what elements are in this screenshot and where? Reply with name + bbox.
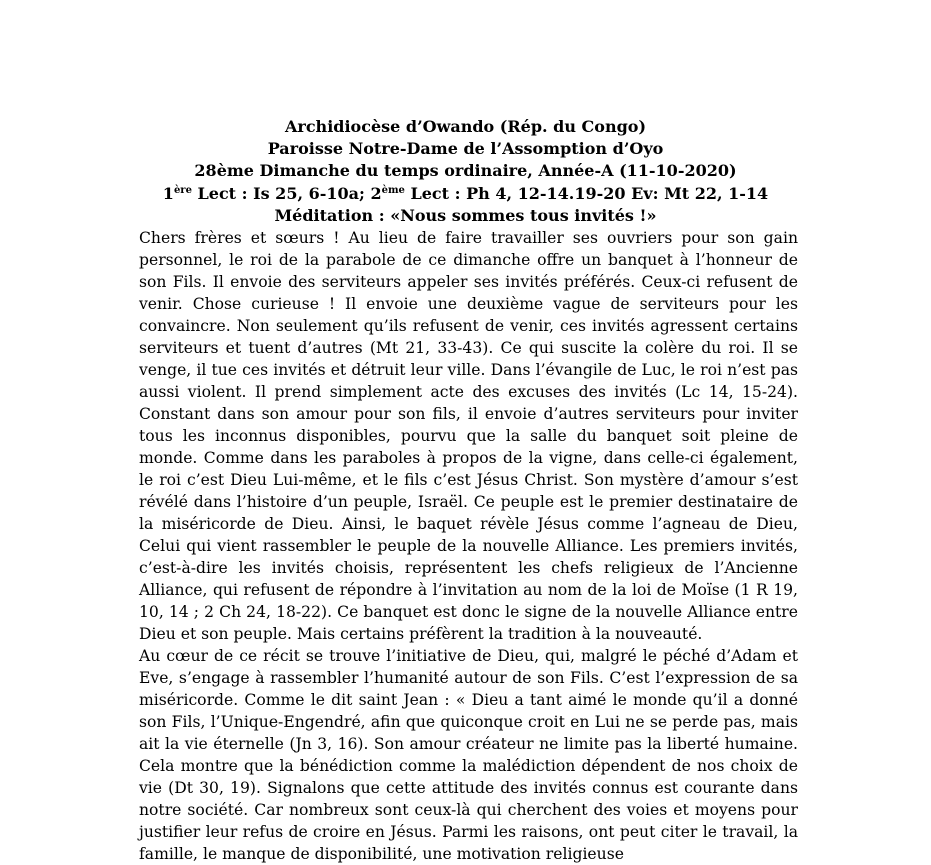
meditation-title: Méditation : «Nous sommes tous invités !» — [274, 205, 657, 225]
first-reading-number: 1 — [162, 183, 174, 203]
second-reading-superscript: ème — [381, 184, 405, 196]
readings-line — [0, 183, 931, 205]
first-reading-text: Lect : Is 25, 6-10a; — [191, 183, 371, 203]
second-reading-text: Lect : Ph 4, 12-14.19-20 Ev: Mt 22, 1-14 — [404, 183, 769, 203]
paragraph: Au cœur de ce récit se trouve l’initiative de Dieu, qui, malgré le péché d’Adam et Eve, s’engage à rassembler l’humanité autour de son Fils. C’est l’expression de sa miséricorde. Comme le dit saint Jean : « Dieu a tant aimé le monde qu’il a donné son Fils, l’Unique-Engendré, afin que quiconque croit en Lui ne se perde pas, mais ait la vie éternelle (Jn 3, 16). Son amour créateur ne limite pas la liberté humaine. Cela montre que la bénédiction comme la malédiction dépendent de nos choix de vie (Dt 30, 19). Signalons que cette attitude des invités connus est courante dans notre société. Car nombreux sont ceux-là qui cherchent des voies et moyens pour justifier leur refus de croire en Jésus. Parmi les raisons, ont peut citer le travail, la famille, le manque de disponibilité, une motivation religieuse — [139, 647, 798, 863]
document-body — [139, 227, 798, 865]
second-reading-number: 2 — [370, 183, 382, 203]
paragraph: Chers frères et sœurs ! Au lieu de faire travailler ses ouvriers pour son gain personnel, le roi de la parabole de ce dimanche offre un banquet à l’honneur de son Fils. Il envoie des serviteurs appeler ses invités préférés. Ceux-ci refusent de venir. Chose curieuse ! Il envoie une deuxième vague de serviteurs pour les convaincre. Non seulement qu’ils refusent de venir, ces invités agressent certains serviteurs et tuent d’autres (Mt 21, 33-43). Ce qui suscite la colère du roi. Il se venge, il tue ces invités et détruit leur ville. Dans l’évangile de Luc, le roi n’est pas aussi violent. Il prend simplement acte des excuses des invités (Lc 14, 15-24). Constant dans son amour pour son fils, il envoie d’autres serviteurs pour inviter tous les inconnus disponibles, pourvu que la salle du banquet soit pleine de monde. Comme dans les paraboles à propos de la vigne, dans celle-ci également, le roi c’est Dieu Lui-même, et le fils c’est Jésus Christ. Son mystère d’amour s’est révélé dans l’histoire d’un peuple, Israël. Ce peuple est le premier destinataire de la miséricorde de Dieu. Ainsi, le baquet révèle Jésus comme l’agneau de Dieu, Celui qui vient rassembler le peuple de la nouvelle Alliance. Les premiers invités, c’est-à-dire les invités choisis, représentent les chefs religieux de l’Ancienne Alliance, qui refusent de répondre à l’invitation au nom de la loi de Moïse (1 R 19, 10, 14 ; 2 Ch 24, 18-22). Ce banquet est donc le signe de la nouvelle Alliance entre Dieu et son peuple. Mais certains préfèrent la tradition à la nouveauté. — [139, 229, 798, 643]
diocese-title: Archidiocèse d’Owando (Rép. du Congo) — [284, 117, 647, 136]
document-header — [0, 116, 931, 227]
parish-title: Paroisse Notre-Dame de l’Assomption d’Oyo — [267, 139, 664, 159]
first-reading-superscript: ère — [173, 184, 192, 196]
sunday-title: 28ème Dimanche du temps ordinaire, Année-A (11-10-2020) — [194, 161, 737, 181]
